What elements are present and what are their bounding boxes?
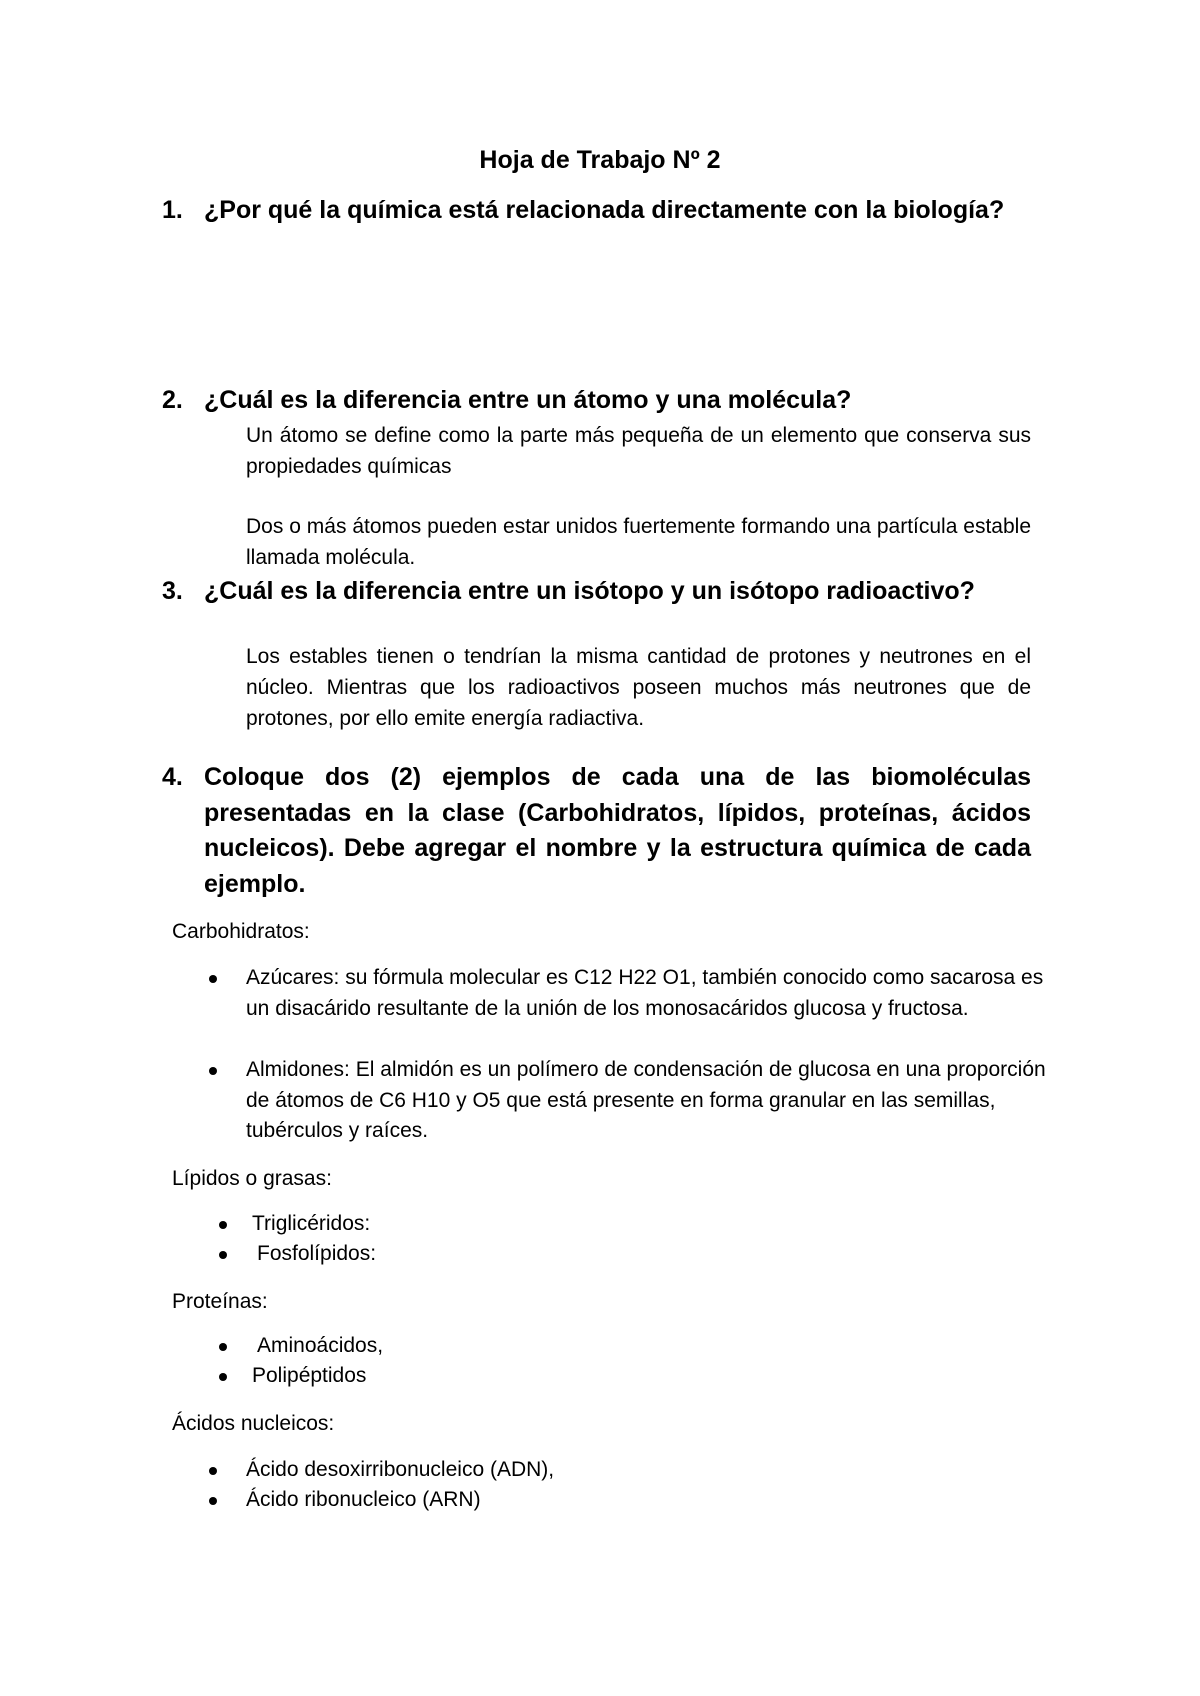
list-item-text: Aminoácidos, bbox=[257, 1334, 384, 1357]
list-item-text: Almidones: El almidón es un polímero de condensación de glucosa en una proporción de átomos de C6 H10 y O5 que está presente en forma granular en las semillas, tubérculos y raíces. bbox=[246, 1058, 1046, 1142]
bullet-icon bbox=[219, 1373, 227, 1381]
question-number: 4. bbox=[162, 763, 183, 791]
bullet-icon bbox=[209, 1467, 217, 1475]
list-item-text: Ácido ribonucleico (ARN) bbox=[246, 1488, 481, 1511]
bullet-icon bbox=[209, 1497, 217, 1505]
list-item bbox=[246, 1485, 1046, 1516]
question-number: 1. bbox=[162, 196, 183, 224]
question-2 bbox=[162, 383, 1031, 418]
answer-2-paragraph-1: Un átomo se define como la parte más pequeña de un elemento que conserva sus propiedades químicas bbox=[246, 424, 1031, 478]
question-text: ¿Por qué la química está relacionada directamente con la biología? bbox=[204, 196, 1005, 224]
page-title: Hoja de Trabajo Nº 2 bbox=[479, 146, 721, 174]
list-item bbox=[252, 1239, 1052, 1270]
list-item bbox=[246, 963, 1046, 1024]
question-text: ¿Cuál es la diferencia entre un isótopo y un isótopo radioactivo? bbox=[204, 577, 975, 605]
question-1 bbox=[162, 193, 1031, 228]
bullet-icon bbox=[219, 1343, 227, 1351]
section-heading-proteinas: Proteínas: bbox=[172, 1290, 268, 1313]
section-heading-carbohidratos: Carbohidratos: bbox=[172, 920, 310, 943]
list-item bbox=[252, 1361, 1052, 1392]
question-text: ¿Cuál es la diferencia entre un átomo y una molécula? bbox=[204, 386, 852, 414]
bullet-icon bbox=[219, 1251, 227, 1259]
question-3 bbox=[162, 574, 1031, 609]
list-item-text: Triglicéridos: bbox=[252, 1212, 371, 1235]
list-item-text: Azúcares: su fórmula molecular es C12 H22 O1, también conocido como sacarosa es un disacárido resultante de la unión de los monosacáridos glucosa y fructosa. bbox=[246, 966, 1044, 1020]
list-item-text: Fosfolípidos: bbox=[257, 1242, 377, 1265]
bullet-icon bbox=[209, 975, 217, 983]
list-item bbox=[246, 1055, 1046, 1147]
answer-2-paragraph-2: Dos o más átomos pueden estar unidos fuertemente formando una partícula estable llamada molécula. bbox=[246, 515, 1031, 569]
bullet-icon bbox=[209, 1067, 217, 1075]
list-item bbox=[252, 1331, 1052, 1362]
answer-3: Los estables tienen o tendrían la misma cantidad de protones y neutrones en el núcleo. Mientras que los radioactivos poseen muchos más neutrones que de protones, por ello emite energía radiactiva. bbox=[246, 645, 1031, 730]
list-item-text: Polipéptidos bbox=[252, 1364, 367, 1387]
question-4 bbox=[162, 760, 1031, 902]
section-heading-lipidos: Lípidos o grasas: bbox=[172, 1167, 332, 1190]
list-item-text: Ácido desoxirribonucleico (ADN), bbox=[246, 1458, 555, 1481]
list-item bbox=[246, 1455, 1046, 1486]
question-text: Coloque dos (2) ejemplos de cada una de las biomoléculas presentadas en la clase (Carbohidratos, lípidos, proteínas, ácidos nucleicos). Debe agregar el nombre y la estructura química de cada ejemplo. bbox=[204, 763, 1031, 898]
list-item bbox=[252, 1209, 1052, 1240]
question-number: 3. bbox=[162, 577, 183, 605]
question-number: 2. bbox=[162, 386, 183, 414]
bullet-icon bbox=[219, 1221, 227, 1229]
section-heading-acidos-nucleicos: Ácidos nucleicos: bbox=[172, 1412, 335, 1435]
